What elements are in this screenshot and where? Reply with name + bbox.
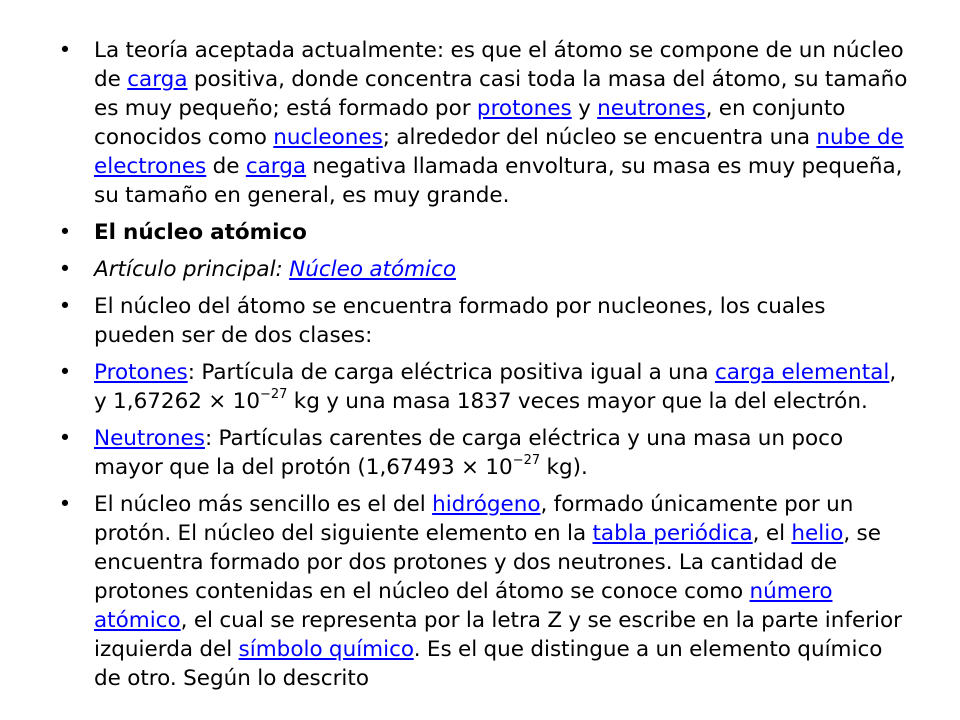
link-nube-de-electrones[interactable]: nube de electrones: [94, 125, 904, 179]
link-simbolo-quimico[interactable]: símbolo químico: [238, 637, 414, 662]
exponent: −27: [512, 452, 541, 468]
text: , en conjunto conocidos como: [94, 96, 846, 150]
link-carga[interactable]: carga: [127, 67, 188, 92]
link-protones[interactable]: protones: [476, 96, 572, 121]
section-heading: El núcleo atómico: [94, 220, 307, 245]
link-helio[interactable]: helio: [791, 521, 844, 546]
bullet-dot-icon: •: [58, 294, 72, 319]
link-neutrones[interactable]: neutrones: [597, 96, 706, 121]
text: : Partículas carentes de carga eléctrica y una masa un poco mayor que la del protón (1,67493 × 10: [94, 426, 844, 480]
link-nucleones[interactable]: nucleones: [273, 125, 383, 150]
text: Artículo principal:: [94, 257, 290, 282]
bullet-item-atom-theory: [48, 36, 912, 210]
bullet-dot-icon: •: [58, 360, 72, 385]
bullet-dot-icon: •: [58, 492, 72, 517]
link-protones-2[interactable]: Protones: [94, 360, 188, 385]
link-hidrogeno[interactable]: hidrógeno: [432, 492, 541, 517]
text: La teoría aceptada actualmente: es que el átomo se compone de un núcleo de: [94, 38, 904, 92]
text: de: [206, 154, 246, 179]
text: El núcleo más sencillo es el del: [94, 492, 433, 517]
text: , formado únicamente por un protón. El núcleo del siguiente elemento en la: [94, 492, 854, 546]
bullet-dot-icon: •: [58, 220, 72, 245]
bullet-dot-icon: •: [58, 257, 72, 282]
exponent: −27: [260, 386, 288, 402]
text: El núcleo del átomo se encuentra formado por nucleones, los cuales pueden ser de dos clases:: [94, 294, 826, 348]
bullet-item-nucleons: [48, 292, 912, 350]
text: . Es el que distingue a un elemento químico de otro. Según lo descrito: [94, 637, 883, 691]
text: , y 1,67262 × 10: [94, 360, 897, 414]
bullet-list: [48, 36, 912, 693]
text: y: [571, 96, 598, 121]
link-carga-elemental[interactable]: carga elemental: [714, 360, 890, 385]
link-neutrones-2[interactable]: Neutrones: [94, 426, 205, 451]
bullet-item-heading: [48, 218, 912, 247]
text: ; alrededor del núcleo se encuentra una: [382, 125, 817, 150]
bullet-dot-icon: •: [58, 38, 72, 63]
link-tabla-periodica[interactable]: tabla periódica: [592, 521, 753, 546]
text: , se encuentra formado por dos protones y dos neutrones. La cantidad de protones contenidas en el núcleo del átomo se conoce como: [94, 521, 881, 604]
text: , el: [752, 521, 792, 546]
text: kg y una masa 1837 veces mayor que la del electrón.: [287, 389, 868, 414]
text: kg).: [540, 455, 588, 480]
bullet-item-hydrogen: [48, 490, 912, 693]
text: , el cual se representa por la letra Z y se escribe en la parte inferior izquierda del: [94, 608, 903, 662]
bullet-item-neutrons: [48, 424, 912, 482]
bullet-dot-icon: •: [58, 426, 72, 451]
text: positiva, donde concentra casi toda la masa del átomo, su tamaño es muy pequeño; está formado por: [94, 67, 908, 121]
link-numero-atomico[interactable]: número atómico: [94, 579, 833, 633]
text: : Partícula de carga eléctrica positiva igual a una: [187, 360, 715, 385]
link-carga-2[interactable]: carga: [245, 154, 307, 179]
bullet-item-main-article: [48, 255, 912, 284]
link-nucleo-atomico[interactable]: Núcleo atómico: [289, 257, 456, 282]
bullet-item-protons: [48, 358, 912, 416]
text: negativa llamada envoltura, su masa es muy pequeña, su tamaño en general, es muy grande.: [94, 154, 903, 208]
